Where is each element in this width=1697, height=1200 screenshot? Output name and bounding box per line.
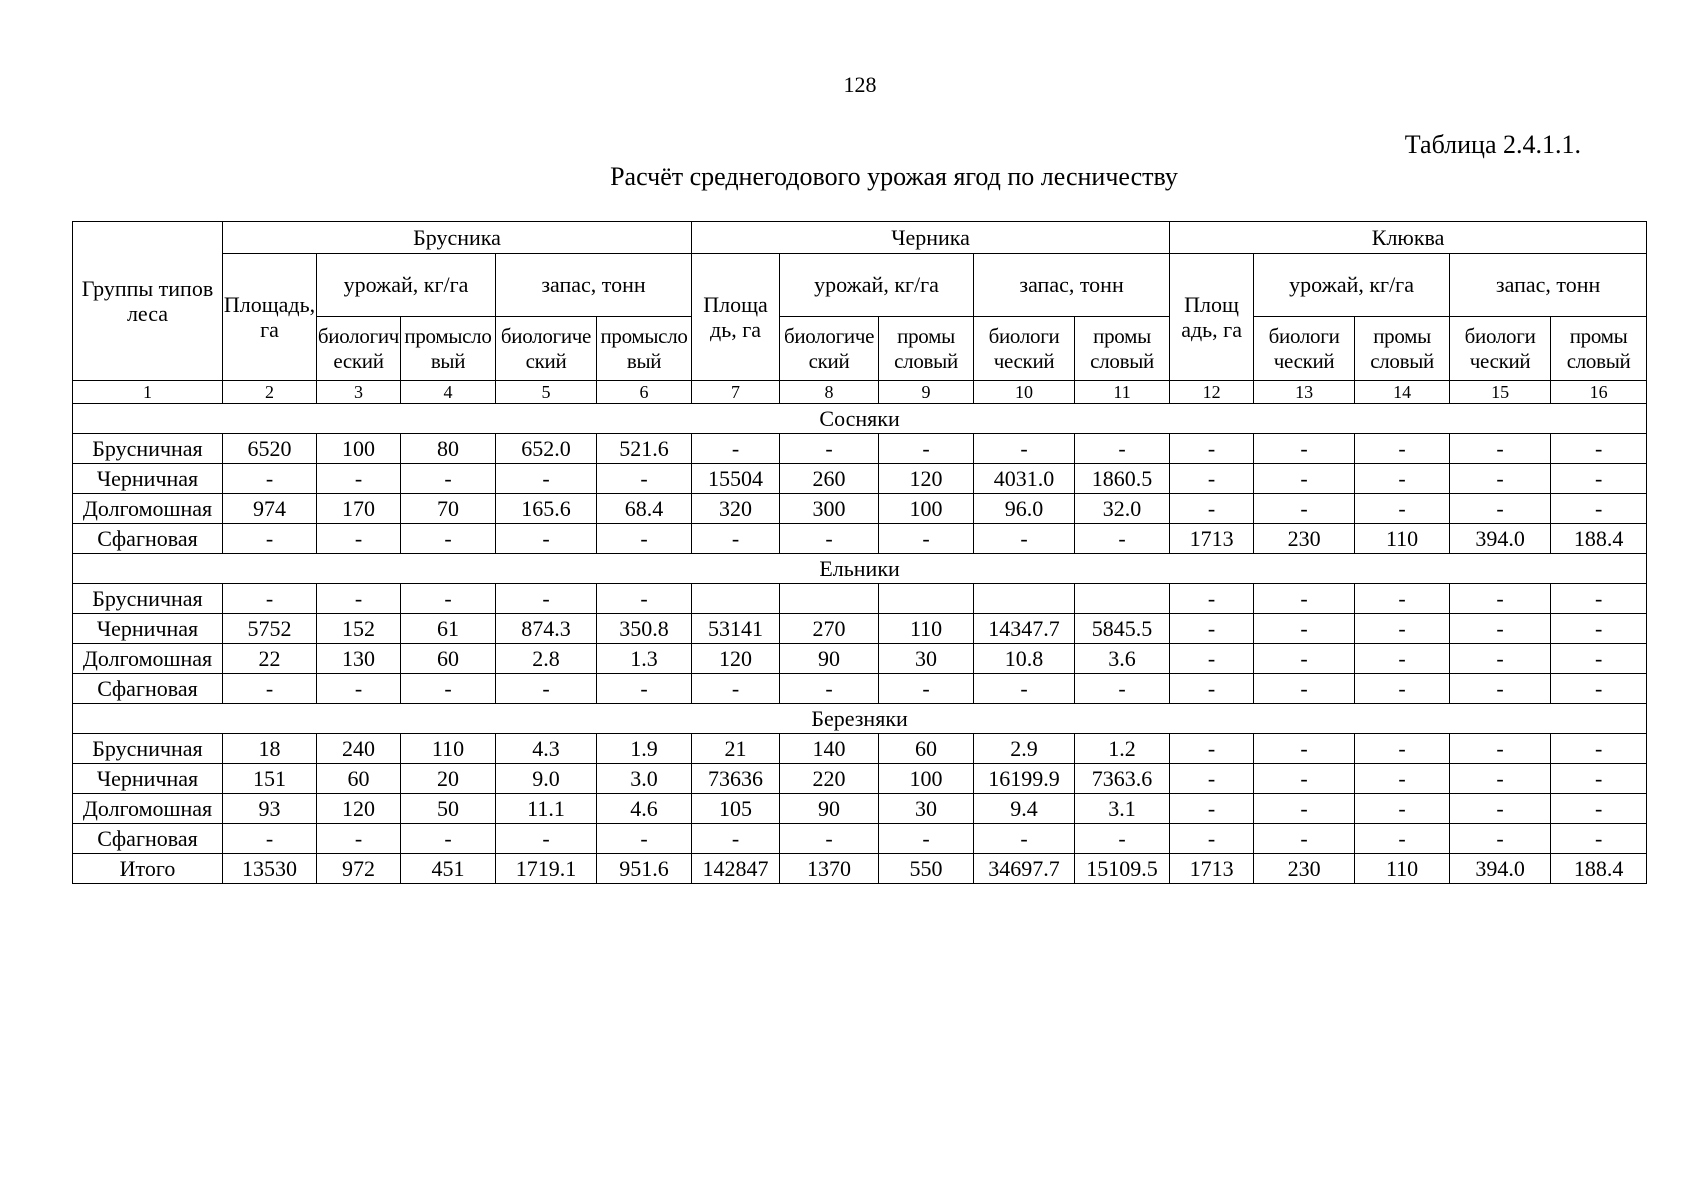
header-chernika: Черника: [692, 222, 1170, 254]
table-cell: 4031.0: [974, 464, 1075, 494]
table-row: [73, 494, 1647, 524]
table-cell: 350.8: [597, 614, 692, 644]
table-cell: -: [1551, 824, 1647, 854]
row-label: Брусничная: [73, 584, 223, 614]
total-cell: 188.4: [1551, 854, 1647, 884]
table-cell: -: [597, 464, 692, 494]
table-cell: -: [1254, 434, 1355, 464]
table-cell: 100: [879, 764, 974, 794]
column-number: 11: [1075, 381, 1170, 404]
table-cell: -: [1450, 494, 1551, 524]
table-cell: -: [879, 674, 974, 704]
table-cell: -: [1170, 674, 1254, 704]
table-cell: -: [974, 524, 1075, 554]
table-cell: 974: [223, 494, 317, 524]
column-number: 8: [780, 381, 879, 404]
table-cell: -: [780, 674, 879, 704]
header-chernika-area: Площа дь, га: [692, 254, 780, 381]
table-cell: 220: [780, 764, 879, 794]
table-cell: 15504: [692, 464, 780, 494]
table-cell: -: [317, 524, 401, 554]
table-cell: -: [1075, 434, 1170, 464]
table-cell: -: [1254, 794, 1355, 824]
table-row: [73, 794, 1647, 824]
table-cell: 165.6: [496, 494, 597, 524]
table-cell: 2.9: [974, 734, 1075, 764]
table-cell: -: [1551, 584, 1647, 614]
table-cell: 16199.9: [974, 764, 1075, 794]
table-cell: 120: [692, 644, 780, 674]
header-chernika-yield: урожай, кг/га: [780, 254, 974, 317]
table-cell: 80: [401, 434, 496, 464]
table-cell: -: [597, 674, 692, 704]
table-cell: 5752: [223, 614, 317, 644]
table-cell: -: [223, 824, 317, 854]
column-number: 6: [597, 381, 692, 404]
table-cell: -: [1254, 464, 1355, 494]
table-cell: -: [317, 584, 401, 614]
column-number: 5: [496, 381, 597, 404]
row-label: Долгомошная: [73, 494, 223, 524]
table-row: [73, 824, 1647, 854]
table-cell: 110: [879, 614, 974, 644]
header-row-measures: [73, 254, 1647, 317]
table-cell: -: [1355, 794, 1450, 824]
table-cell: -: [1450, 614, 1551, 644]
table-cell: -: [597, 524, 692, 554]
table-cell: 1.3: [597, 644, 692, 674]
table-cell: -: [496, 584, 597, 614]
total-cell: 550: [879, 854, 974, 884]
header-sub-cell: промы словый: [1075, 317, 1170, 381]
table-cell: 90: [780, 794, 879, 824]
column-number: 2: [223, 381, 317, 404]
table-cell: 4.3: [496, 734, 597, 764]
table-cell: -: [1170, 584, 1254, 614]
table-cell: -: [1551, 734, 1647, 764]
total-cell: 951.6: [597, 854, 692, 884]
table-cell: 2.8: [496, 644, 597, 674]
table-row: [73, 464, 1647, 494]
table-cell: 240: [317, 734, 401, 764]
table-cell: -: [1450, 734, 1551, 764]
table-cell: -: [1170, 764, 1254, 794]
table-cell: -: [1355, 614, 1450, 644]
table-cell: -: [879, 524, 974, 554]
column-number: 7: [692, 381, 780, 404]
table-cell: 110: [401, 734, 496, 764]
table-cell: -: [1170, 434, 1254, 464]
table-cell: [692, 584, 780, 614]
table-cell: -: [1254, 614, 1355, 644]
table-cell: -: [1355, 434, 1450, 464]
table-cell: -: [496, 674, 597, 704]
header-sub-cell: биологич еский: [317, 317, 401, 381]
table-cell: [780, 584, 879, 614]
table-row: [73, 764, 1647, 794]
total-cell: 142847: [692, 854, 780, 884]
table-cell: -: [401, 524, 496, 554]
table-cell: 140: [780, 734, 879, 764]
table-cell: 652.0: [496, 434, 597, 464]
table-cell: 152: [317, 614, 401, 644]
table-cell: 70: [401, 494, 496, 524]
table-cell: 61: [401, 614, 496, 644]
table-cell: -: [1170, 794, 1254, 824]
table-cell: 874.3: [496, 614, 597, 644]
table-row: [73, 614, 1647, 644]
column-number: 13: [1254, 381, 1355, 404]
row-label: Долгомошная: [73, 794, 223, 824]
table-cell: -: [1254, 494, 1355, 524]
table-label: Таблица 2.4.1.1.: [1404, 130, 1581, 159]
table-cell: 230: [1254, 524, 1355, 554]
total-row: [73, 854, 1647, 884]
table-cell: 1713: [1170, 524, 1254, 554]
table-cell: -: [1254, 734, 1355, 764]
table-cell: -: [780, 824, 879, 854]
header-sub-cell: промысло вый: [597, 317, 692, 381]
table-title: Расчёт среднегодового урожая ягод по лесничеству: [610, 162, 1178, 191]
table-cell: 60: [317, 764, 401, 794]
table-cell: 188.4: [1551, 524, 1647, 554]
table-cell: -: [1450, 824, 1551, 854]
table-cell: -: [401, 584, 496, 614]
table-cell: -: [1551, 794, 1647, 824]
table-cell: 3.1: [1075, 794, 1170, 824]
table-cell: -: [317, 674, 401, 704]
table-cell: [974, 584, 1075, 614]
table-cell: 73636: [692, 764, 780, 794]
table-cell: -: [1355, 464, 1450, 494]
table-cell: 68.4: [597, 494, 692, 524]
table-cell: 394.0: [1450, 524, 1551, 554]
table-cell: 3.0: [597, 764, 692, 794]
row-label: Сфагновая: [73, 524, 223, 554]
table-row: [73, 584, 1647, 614]
header-sub-cell: биологи ческий: [1450, 317, 1551, 381]
table-row: [73, 524, 1647, 554]
header-sub-cell: промы словый: [879, 317, 974, 381]
table-cell: -: [974, 674, 1075, 704]
table-cell: 9.4: [974, 794, 1075, 824]
table-cell: -: [1355, 674, 1450, 704]
table-cell: 320: [692, 494, 780, 524]
table-cell: -: [1551, 494, 1647, 524]
column-number: 4: [401, 381, 496, 404]
table-cell: -: [223, 584, 317, 614]
table-cell: -: [401, 674, 496, 704]
table-cell: 1.9: [597, 734, 692, 764]
table-cell: -: [879, 434, 974, 464]
table-cell: -: [692, 824, 780, 854]
header-sub-cell: биологиче ский: [780, 317, 879, 381]
total-cell: 1370: [780, 854, 879, 884]
table-cell: 300: [780, 494, 879, 524]
header-sub-cell: биологиче ский: [496, 317, 597, 381]
header-brusnika-area: Площадь, га: [223, 254, 317, 381]
table-cell: 53141: [692, 614, 780, 644]
table-cell: 4.6: [597, 794, 692, 824]
table-cell: 50: [401, 794, 496, 824]
table-cell: -: [1450, 794, 1551, 824]
table-cell: 6520: [223, 434, 317, 464]
total-cell: 1719.1: [496, 854, 597, 884]
table-cell: -: [1170, 614, 1254, 644]
table-cell: -: [974, 434, 1075, 464]
total-cell: 110: [1355, 854, 1450, 884]
table-cell: -: [1254, 584, 1355, 614]
table-cell: 20: [401, 764, 496, 794]
row-label: Черничная: [73, 764, 223, 794]
header-sub-cell: биологи ческий: [1254, 317, 1355, 381]
column-number: 3: [317, 381, 401, 404]
header-group-types: Группы типов леса: [73, 222, 223, 381]
column-number: 1: [73, 381, 223, 404]
table-cell: 22: [223, 644, 317, 674]
section-title: Березняки: [73, 704, 1647, 734]
table-cell: -: [692, 674, 780, 704]
table-cell: [879, 584, 974, 614]
table-cell: 270: [780, 614, 879, 644]
table-cell: 90: [780, 644, 879, 674]
table-cell: -: [780, 524, 879, 554]
total-cell: 394.0: [1450, 854, 1551, 884]
section-row: [73, 704, 1647, 734]
table-cell: [1075, 584, 1170, 614]
table-cell: -: [1254, 674, 1355, 704]
table-cell: -: [597, 584, 692, 614]
table-cell: -: [1254, 764, 1355, 794]
table-cell: 30: [879, 644, 974, 674]
section-title: Сосняки: [73, 404, 1647, 434]
page-number: 128: [843, 72, 877, 97]
table-cell: 1860.5: [1075, 464, 1170, 494]
header-brusnika-stock: запас, тонн: [496, 254, 692, 317]
row-label: Сфагновая: [73, 674, 223, 704]
table-cell: 10.8: [974, 644, 1075, 674]
table-cell: -: [1254, 824, 1355, 854]
table-cell: 21: [692, 734, 780, 764]
table-cell: 30: [879, 794, 974, 824]
table-cell: 9.0: [496, 764, 597, 794]
row-label: Брусничная: [73, 734, 223, 764]
column-number-row: [73, 381, 1647, 404]
table-cell: -: [1450, 584, 1551, 614]
table-cell: -: [496, 464, 597, 494]
table-cell: 120: [879, 464, 974, 494]
table-cell: 110: [1355, 524, 1450, 554]
table-cell: -: [1170, 824, 1254, 854]
table-cell: -: [317, 824, 401, 854]
table-cell: 100: [317, 434, 401, 464]
table-cell: -: [1551, 764, 1647, 794]
table-cell: -: [692, 434, 780, 464]
table-cell: -: [1075, 674, 1170, 704]
table-cell: 130: [317, 644, 401, 674]
table-row: [73, 644, 1647, 674]
table-cell: -: [1450, 764, 1551, 794]
header-klyukva-stock: запас, тонн: [1450, 254, 1647, 317]
table-cell: -: [496, 524, 597, 554]
section-row: [73, 404, 1647, 434]
table-cell: -: [1075, 824, 1170, 854]
table-cell: 14347.7: [974, 614, 1075, 644]
table-cell: -: [1551, 644, 1647, 674]
table-cell: 105: [692, 794, 780, 824]
table-cell: -: [1551, 464, 1647, 494]
table-row: [73, 674, 1647, 704]
table-cell: 170: [317, 494, 401, 524]
berry-yield-table: [72, 221, 1647, 884]
table-cell: -: [1170, 464, 1254, 494]
row-label: Долгомошная: [73, 644, 223, 674]
row-label: Брусничная: [73, 434, 223, 464]
table-cell: -: [1075, 524, 1170, 554]
table-cell: -: [496, 824, 597, 854]
table-cell: -: [1355, 734, 1450, 764]
column-number: 16: [1551, 381, 1647, 404]
table-cell: 60: [879, 734, 974, 764]
table-cell: -: [1450, 644, 1551, 674]
header-chernika-stock: запас, тонн: [974, 254, 1170, 317]
total-cell: 451: [401, 854, 496, 884]
header-sub-cell: промысло вый: [401, 317, 496, 381]
table-cell: 5845.5: [1075, 614, 1170, 644]
section-title: Ельники: [73, 554, 1647, 584]
header-klyukva-yield: урожай, кг/га: [1254, 254, 1450, 317]
table-cell: 18: [223, 734, 317, 764]
table-cell: -: [401, 464, 496, 494]
table-cell: -: [1170, 734, 1254, 764]
table-cell: -: [1254, 644, 1355, 674]
table-cell: -: [692, 524, 780, 554]
table-cell: 93: [223, 794, 317, 824]
table-cell: 11.1: [496, 794, 597, 824]
total-cell: 13530: [223, 854, 317, 884]
table-cell: -: [1170, 644, 1254, 674]
table-cell: -: [780, 434, 879, 464]
header-brusnika: Брусника: [223, 222, 692, 254]
header-sub-cell: биологи ческий: [974, 317, 1075, 381]
table-row: [73, 434, 1647, 464]
table-cell: -: [1551, 674, 1647, 704]
table-cell: -: [223, 464, 317, 494]
row-label: Сфагновая: [73, 824, 223, 854]
table-cell: -: [401, 824, 496, 854]
table-cell: 7363.6: [1075, 764, 1170, 794]
column-number: 10: [974, 381, 1075, 404]
table-cell: -: [1355, 764, 1450, 794]
total-cell: 230: [1254, 854, 1355, 884]
table-cell: -: [597, 824, 692, 854]
table-cell: 3.6: [1075, 644, 1170, 674]
column-number: 9: [879, 381, 974, 404]
table-cell: -: [1450, 674, 1551, 704]
table-cell: -: [317, 464, 401, 494]
section-row: [73, 554, 1647, 584]
table-cell: 120: [317, 794, 401, 824]
header-sub-cell: промы словый: [1551, 317, 1647, 381]
column-number: 14: [1355, 381, 1450, 404]
table-cell: -: [1355, 644, 1450, 674]
table-cell: -: [223, 524, 317, 554]
table-cell: -: [1450, 464, 1551, 494]
table-cell: -: [1355, 584, 1450, 614]
header-row-berries: [73, 222, 1647, 254]
row-label: Черничная: [73, 614, 223, 644]
total-cell: 34697.7: [974, 854, 1075, 884]
table-cell: -: [1170, 494, 1254, 524]
table-cell: -: [974, 824, 1075, 854]
table-cell: 260: [780, 464, 879, 494]
table-cell: 100: [879, 494, 974, 524]
total-cell: 972: [317, 854, 401, 884]
table-cell: 60: [401, 644, 496, 674]
total-cell: 15109.5: [1075, 854, 1170, 884]
table-cell: 521.6: [597, 434, 692, 464]
table-cell: 96.0: [974, 494, 1075, 524]
table-cell: -: [879, 824, 974, 854]
table-cell: -: [223, 674, 317, 704]
header-sub-cell: промы словый: [1355, 317, 1450, 381]
column-number: 15: [1450, 381, 1551, 404]
table-cell: -: [1450, 434, 1551, 464]
row-label: Черничная: [73, 464, 223, 494]
header-klyukva-area: Площ адь, га: [1170, 254, 1254, 381]
table-cell: 151: [223, 764, 317, 794]
table-cell: -: [1551, 434, 1647, 464]
total-cell: 1713: [1170, 854, 1254, 884]
header-klyukva: Клюква: [1170, 222, 1647, 254]
total-label: Итого: [73, 854, 223, 884]
table-cell: 32.0: [1075, 494, 1170, 524]
header-brusnika-yield: урожай, кг/га: [317, 254, 496, 317]
table-cell: -: [1355, 494, 1450, 524]
table-row: [73, 734, 1647, 764]
table-cell: 1.2: [1075, 734, 1170, 764]
column-number: 12: [1170, 381, 1254, 404]
table-cell: -: [1551, 614, 1647, 644]
table-cell: -: [1355, 824, 1450, 854]
